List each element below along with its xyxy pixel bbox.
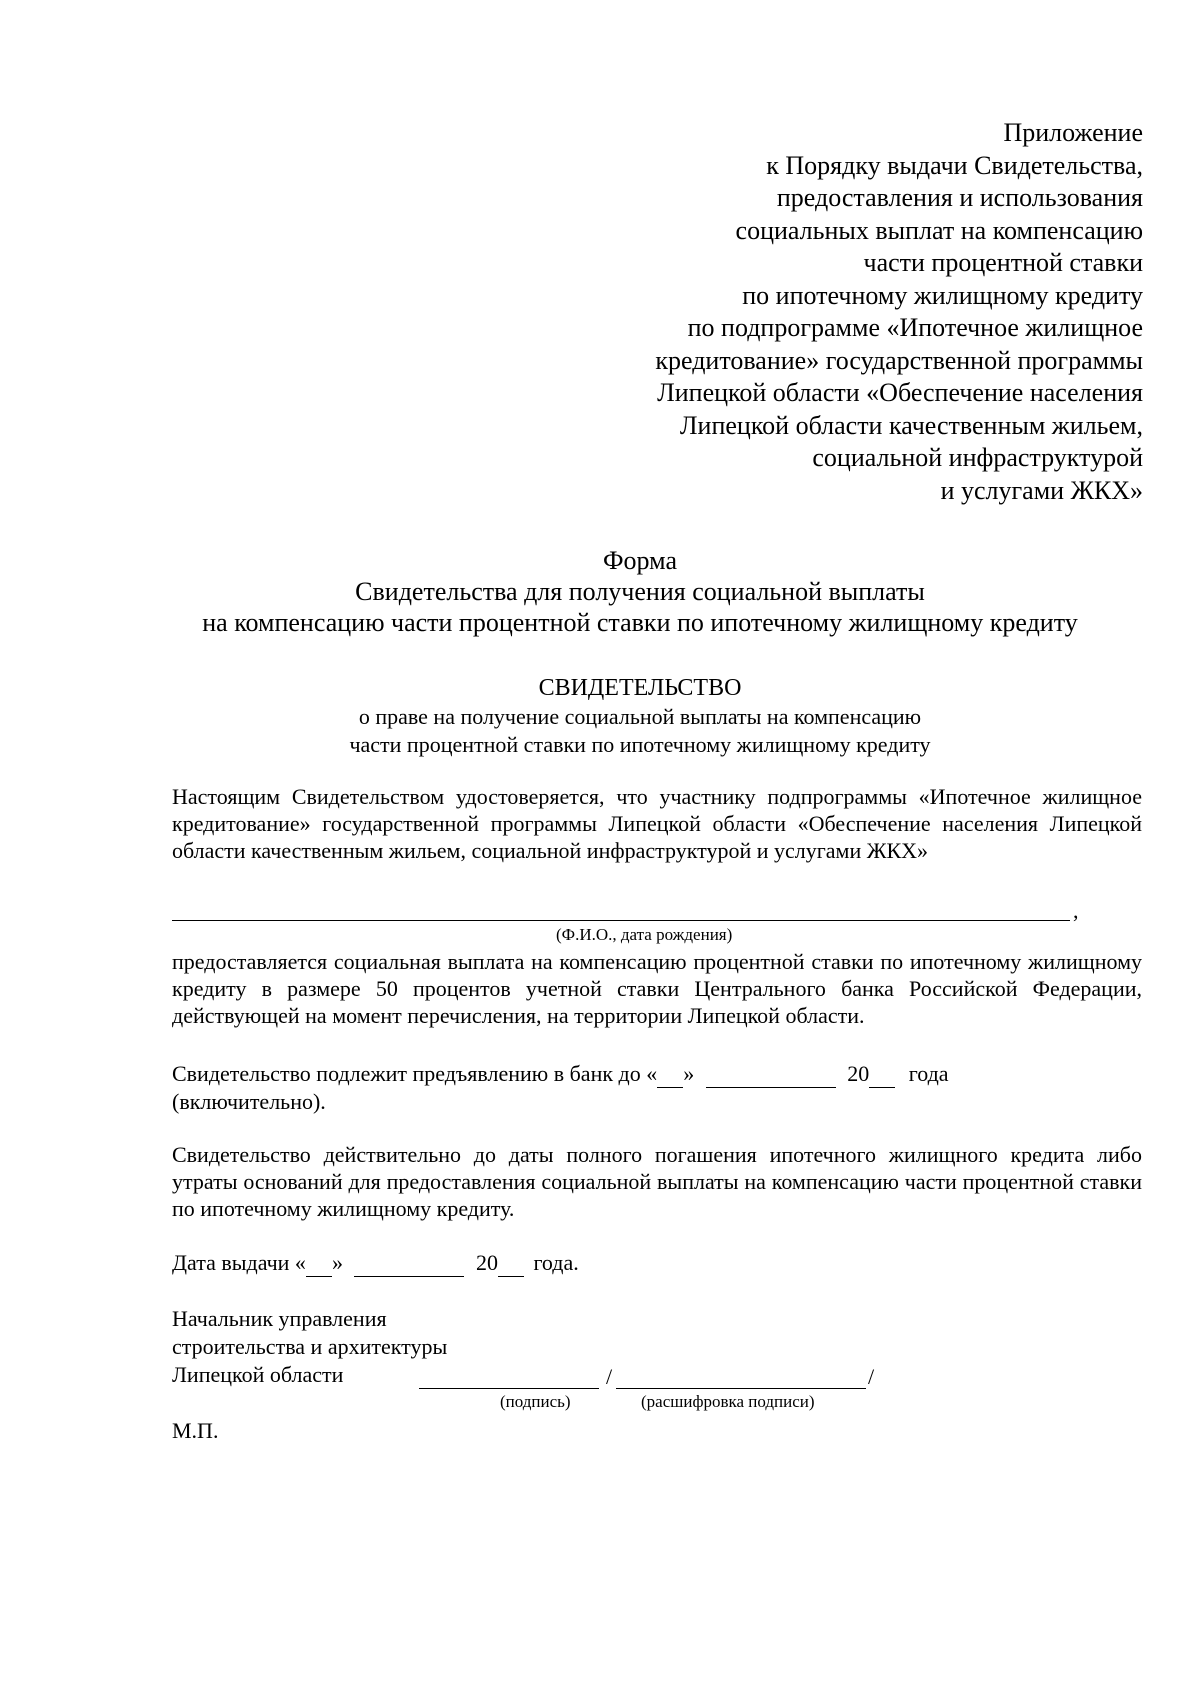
annex-line: социальной инфраструктурой: [812, 443, 1143, 472]
annex-line: предоставления и использования: [776, 183, 1143, 212]
paragraph-validity: Свидетельство действительно до даты полного погашения ипотечного жилищного кредита либо утраты оснований для предоставления социальной выплаты на компенсацию части процентной ставки по ипотечному жилищному кредиту.: [172, 1142, 1142, 1221]
certificate-subtitle: о праве на получение социальной выплаты на компенсацию: [358, 704, 922, 729]
form-title-line: Форма: [603, 546, 677, 575]
signatory-line: Начальник управления: [172, 1306, 387, 1331]
form-title-line: Свидетельства для получения социальной выплаты: [355, 577, 925, 606]
signature-slash: /: [868, 1364, 875, 1389]
certificate-title: [140, 673, 1140, 759]
month-blank: [706, 1060, 836, 1088]
day-blank: [306, 1249, 332, 1277]
certificate-heading: СВИДЕТЕЛЬСТВО: [538, 675, 742, 701]
annex-line: Липецкой области качественным жильем,: [679, 410, 1143, 440]
day-blank: [657, 1060, 683, 1088]
signatory-title: [172, 1305, 447, 1389]
form-title-line: на компенсацию части процентной ставки по ипотечному жилищному кредиту: [202, 608, 1078, 637]
annex-line: к Порядку выдачи Свидетельства,: [766, 150, 1143, 180]
annex-line: социальных выплат на компенсацию: [735, 215, 1143, 245]
year-prefix: 20: [847, 1061, 870, 1086]
fio-blank-line: [172, 920, 1070, 921]
quote-close: »: [683, 1061, 695, 1086]
issue-date-label: Дата выдачи «: [172, 1250, 306, 1275]
year-blank: [869, 1060, 895, 1088]
year-suffix: года.: [533, 1250, 579, 1275]
paragraph-attestation: Настоящим Свидетельством удостоверяется, что участнику подпрограммы «Ипотечное жилищное кредитование» государственной программы Липецкой области «Обеспечение населения Липецкой области качественным жильем, социальной инфраструктурой и услугами ЖКХ»: [172, 784, 1142, 863]
year-prefix: 20: [475, 1250, 498, 1275]
signature-decode-caption: (расшифровка подписи): [641, 1392, 815, 1411]
signatory-line: Липецкой области: [172, 1362, 344, 1387]
year-suffix: года: [908, 1061, 949, 1086]
presentation-inclusive: (включительно).: [172, 1089, 326, 1114]
form-title: [140, 545, 1140, 638]
certificate-subtitle: части процентной ставки по ипотечному жилищному кредиту: [349, 732, 931, 757]
annex-line: части процентной ставки: [863, 248, 1143, 277]
signature-caption: (подпись): [500, 1392, 571, 1411]
year-blank: [498, 1249, 524, 1277]
signature-slash: /: [606, 1364, 613, 1389]
annex-line: Липецкой области «Обеспечение населения: [657, 378, 1143, 407]
annex-line: кредитование» государственной программы: [655, 345, 1143, 375]
annex-line: Приложение: [1003, 118, 1143, 147]
month-blank: [354, 1249, 464, 1277]
signature-decode-blank-line: [616, 1388, 866, 1389]
annex-line: и услугами ЖКХ»: [940, 475, 1143, 505]
issue-date: [172, 1249, 1142, 1277]
annex-header: [523, 117, 1143, 507]
annex-line: по подпрограмме «Ипотечное жилищное: [687, 313, 1143, 342]
fio-comma: ,: [1073, 898, 1079, 923]
quote-close: »: [331, 1250, 343, 1275]
signature-blank-line: [419, 1388, 599, 1389]
presentation-deadline: [172, 1060, 1142, 1115]
annex-line: по ипотечному жилищному кредиту: [742, 280, 1143, 310]
presentation-text: Свидетельство подлежит предъявлению в банк до «: [172, 1061, 658, 1086]
fio-caption: (Ф.И.О., дата рождения): [556, 925, 733, 944]
paragraph-payment: предоставляется социальная выплата на компенсацию процентной ставки по ипотечному жилищному кредиту в размере 50 процентов учетной ставки Центрального банка Российской Федерации, действующей на момент перечисления, на территории Липецкой области.: [172, 949, 1142, 1028]
signatory-line: строительства и архитектуры: [172, 1334, 448, 1359]
stamp-place: М.П.: [172, 1418, 219, 1443]
